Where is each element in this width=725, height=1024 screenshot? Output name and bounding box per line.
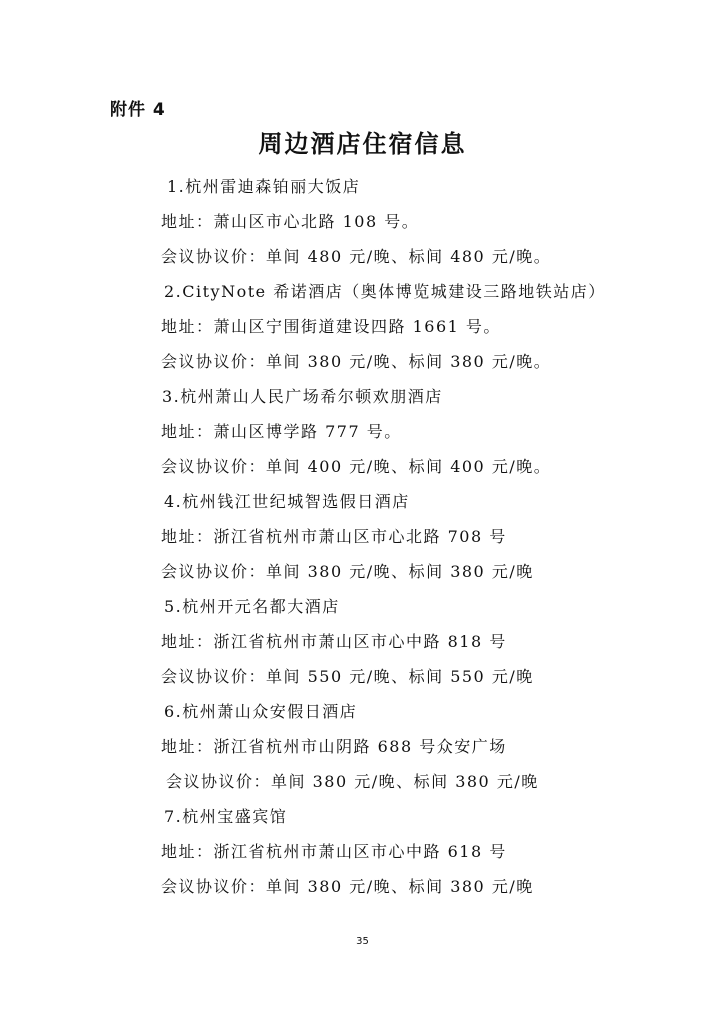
hotel-price: 会议协议价：单间 380 元/晚、标间 380 元/晚 bbox=[161, 877, 534, 896]
hotel-entry-5 bbox=[0, 592, 725, 697]
page-title: 周边酒店住宿信息 bbox=[258, 130, 467, 158]
hotel-address: 地址：浙江省杭州市萧山区市心中路 818 号 bbox=[161, 632, 507, 651]
hotel-entry-2 bbox=[0, 277, 725, 382]
hotel-name: 5.杭州开元名都大酒店 bbox=[164, 597, 340, 616]
page-number: 35 bbox=[356, 936, 369, 947]
hotel-name: 7.杭州宝盛宾馆 bbox=[164, 807, 288, 826]
hotel-price: 会议协议价：单间 380 元/晚、标间 380 元/晚 bbox=[161, 562, 534, 581]
attachment-label: 附件 4 bbox=[110, 100, 166, 120]
hotel-price: 会议协议价：单间 480 元/晚、标间 480 元/晚。 bbox=[161, 247, 552, 266]
hotel-address: 地址：萧山区宁围街道建设四路 1661 号。 bbox=[161, 317, 501, 336]
hotel-address: 地址：浙江省杭州市萧山区市心中路 618 号 bbox=[161, 842, 507, 861]
hotel-entry-7 bbox=[0, 802, 725, 907]
hotel-list bbox=[0, 172, 725, 907]
hotel-name: 3.杭州萧山人民广场希尔顿欢朋酒店 bbox=[162, 387, 443, 406]
hotel-entry-1 bbox=[0, 172, 725, 277]
hotel-price: 会议协议价：单间 380 元/晚、标间 380 元/晚 bbox=[166, 772, 539, 791]
hotel-address: 地址：浙江省杭州市山阴路 688 号众安广场 bbox=[161, 737, 507, 756]
hotel-address: 地址：萧山区博学路 777 号。 bbox=[161, 422, 402, 441]
hotel-address: 地址：萧山区市心北路 108 号。 bbox=[161, 212, 420, 231]
hotel-price: 会议协议价：单间 550 元/晚、标间 550 元/晚 bbox=[161, 667, 534, 686]
hotel-price: 会议协议价：单间 380 元/晚、标间 380 元/晚。 bbox=[161, 352, 552, 371]
hotel-price: 会议协议价：单间 400 元/晚、标间 400 元/晚。 bbox=[161, 457, 552, 476]
hotel-entry-3 bbox=[0, 382, 725, 487]
hotel-name: 4.杭州钱江世纪城智选假日酒店 bbox=[164, 492, 410, 511]
hotel-name: 6.杭州萧山众安假日酒店 bbox=[164, 702, 358, 721]
hotel-name: 2.CityNote 希诺酒店（奥体博览城建设三路地铁站店） bbox=[164, 282, 606, 301]
hotel-entry-4 bbox=[0, 487, 725, 592]
hotel-name: 1.杭州雷迪森铂丽大饭店 bbox=[167, 177, 361, 196]
hotel-address: 地址：浙江省杭州市萧山区市心北路 708 号 bbox=[161, 527, 507, 546]
hotel-entry-6 bbox=[0, 697, 725, 802]
